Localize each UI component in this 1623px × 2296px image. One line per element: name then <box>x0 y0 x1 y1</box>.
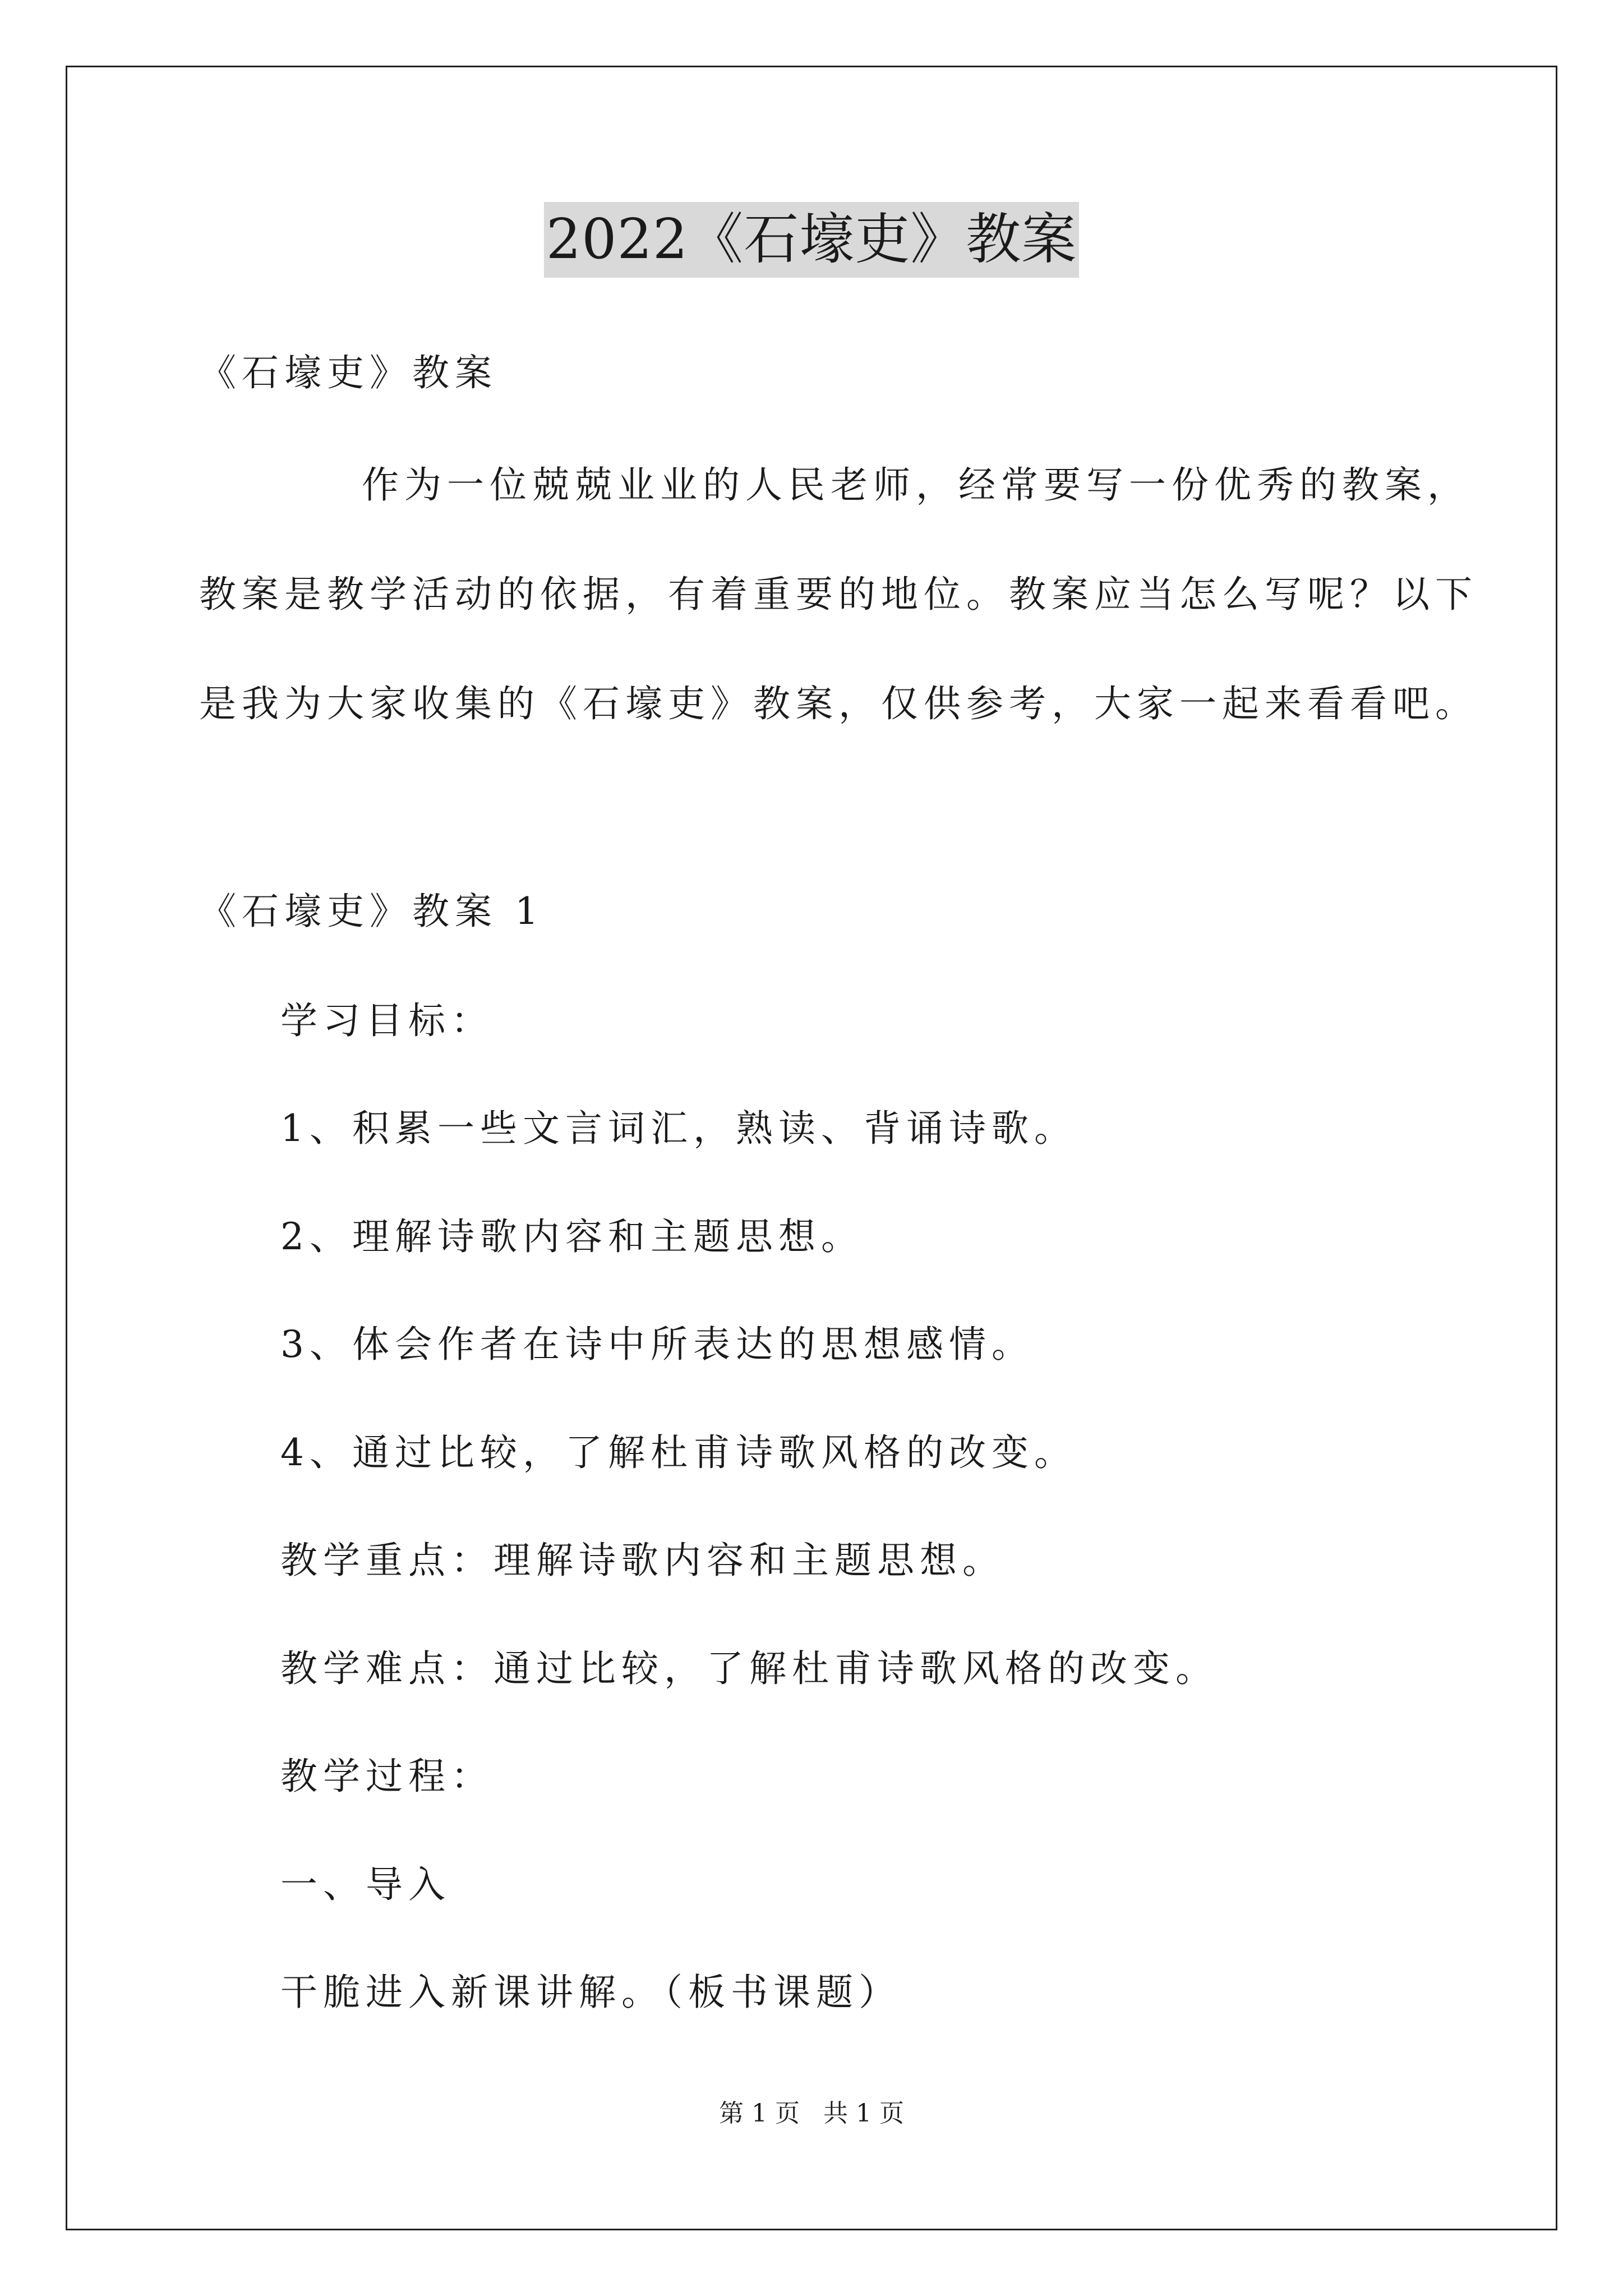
intro-line-1: 作为一位兢兢业业的人民老师，经常要写一份优秀的教案， <box>362 463 1470 507</box>
body-line-4: 3、体会作者在诗中所表达的思想感情。 <box>280 1323 1034 1366</box>
intro-line-2: 教案是教学活动的依据，有着重要的地位。教案应当怎么写呢？以下 <box>199 573 1478 616</box>
body-line-5: 4、通过比较，了解杜甫诗歌风格的改变。 <box>280 1431 1077 1474</box>
body-line-10: 干脆进入新课讲解。（板书课题） <box>280 1971 901 2014</box>
section-heading: 《石壕吏》教案 1 <box>199 890 544 933</box>
title-container <box>0 202 1623 278</box>
body-line-1: 学习目标： <box>280 999 494 1042</box>
body-line-2: 1、积累一些文言词汇，熟读、背诵诗歌。 <box>280 1107 1077 1150</box>
body-line-3: 2、理解诗歌内容和主题思想。 <box>280 1215 864 1258</box>
intro-line-3: 是我为大家收集的《石壕吏》教案，仅供参考，大家一起来看看吧。 <box>199 682 1478 725</box>
page-footer: 第 1 页 共 1 页 <box>719 2099 904 2128</box>
body-line-7: 教学难点：通过比较，了解杜甫诗歌风格的改变。 <box>280 1647 1218 1690</box>
body-line-8: 教学过程： <box>280 1755 494 1798</box>
body-line-6: 教学重点：理解诗歌内容和主题思想。 <box>280 1539 1005 1582</box>
body-line-9: 一、导入 <box>280 1863 451 1906</box>
document-title: 2022《石壕吏》教案 <box>544 202 1079 278</box>
subtitle: 《石壕吏》教案 <box>199 351 497 394</box>
